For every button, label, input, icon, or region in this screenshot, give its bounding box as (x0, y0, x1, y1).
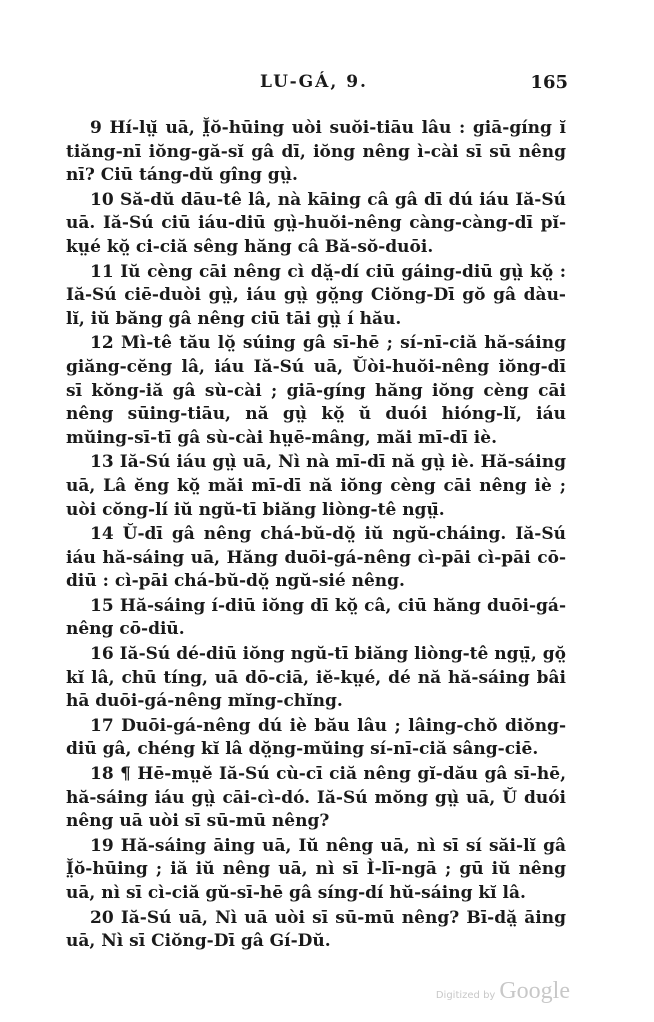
page-header (60, 72, 568, 100)
verse-11: 11 Iŭ cèng cāi nêng cì dă̤-dí ciū gáing-diū gṳ̀ kŏ̤ : Iă-Sú ciē-duòi gṳ̀, iáu gṳ̀ gŏ̤ng Ciŏng-Dī gŏ gâ dàu-lĭ, iŭ băng gâ nêng ciū tāi gṳ̀ í hău. (66, 261, 566, 329)
google-logo: Google (499, 978, 570, 1004)
body-text (66, 117, 566, 955)
page-number: 165 (530, 72, 568, 93)
verse-10: 10 Să-dŭ dāu-tê lâ, nà kāing câ gâ dī dú iáu Iă-Sú uā. Iă-Sú ciū iáu-diū gṳ̀-huŏi-nêng càng-càng-dī pĭ-kṳé kŏ̤ ci-ciă sêng hăng câ Bă-sŏ-duōi. (66, 189, 566, 257)
watermark-small-text: Digitized by (435, 990, 496, 1001)
verse-12: 12 Mì-tê tău lŏ̤ súing gâ sī-hē ; sí-nī-ciă hă-sáing giăng-cĕng lâ, iáu Iă-Sú uā, Ŭòi-huŏi-nêng iŏng-dī sī kŏng-iă gâ sù-cài ; giā-gíng hăng iŏng cèng cāi nêng sūing-tiāu, nă gṳ̀ kŏ̤ ŭ duói hióng-lĭ, iáu mŭing-sī-tī gâ sù-cài hṳē-mâng, măi mī-dī iè. (66, 333, 566, 448)
verse-17: 17 Duōi-gá-nêng dú iè bău lâu ; lâing-chŏ diŏng-diū gâ, chéng kĭ lâ dŏ̤ng-mŭing sí-nī-ciă sâng-ciē. (66, 715, 566, 760)
verse-15: 15 Hă-sáing í-diū iŏng dī kŏ̤ câ, ciū hăng duōi-gá-nêng cō-diū. (66, 595, 566, 640)
running-head: LU-GÁ, 9. (260, 72, 368, 92)
verse-19: 19 Hă-sáing āing uā, Iŭ nêng uā, nì sī sí săi-lĭ gâ Ĭ̤ŏ-hūing ; iă iŭ nêng uā, nì sī Ì-lī-ngā ; gū iŭ nêng uā, nì sī cì-ciă gŭ-sī-hē gâ síng-dí hŭ-sáing kĭ lâ. (66, 835, 566, 903)
verse-13: 13 Iă-Sú iáu gṳ̀ uā, Nì nà mī-dī nă gṳ̀ iè. Hă-sáing uā, Lâ ĕng kŏ̤ măi mī-dī nă iŏng cèng cāi nêng iè ; uòi cŏng-lí iŭ ngŭ-tī biăng liòng-tê ngṳ̄. (66, 452, 566, 520)
verse-20: 20 Iă-Sú uā, Nì uā uòi sī sū-mū nêng? Bī-dă̤ āing uā, Nì sī Ciŏng-Dī gâ Gí-Dŭ. (66, 907, 566, 952)
digitized-watermark (436, 978, 570, 1005)
verse-9: 9 Hí-lṳ̆ uā, Ĭ̤ŏ-hūing uòi suŏi-tiāu lâu : giā-gíng ĭ tiăng-nī iŏng-gă-sĭ gâ dī, iŏng nêng ì-cài sī sū nêng nī? Ciū táng-dŭ gîng gṳ̀. (66, 118, 566, 186)
verse-14: 14 Ŭ-dī gâ nêng chá-bŭ-dŏ̤ iŭ ngŭ-cháing. Iă-Sú iáu hă-sáing uā, Hăng duōi-gá-nêng cì-pāi cì-pāi cō-diū : cì-pāi chá-bŭ-dŏ̤ ngŭ-sié nêng. (66, 524, 566, 592)
verse-16: 16 Iă-Sú dé-diū iŏng ngŭ-tī biăng liòng-tê ngṳ̄, gŏ̤ kĭ lâ, chū tíng, uā dō-ciā, iĕ-kṳé, dé nă hă-sáing bâi hā duōi-gá-nêng mĭng-chĭng. (66, 644, 566, 712)
verse-18: 18 ¶ Hē-mṳĕ Iă-Sú cù-cī ciă nêng gĭ-dău gâ sī-hē, hă-sáing iáu gṳ̀ cāi-cì-dó. Iă-Sú mŏng gṳ̀ uā, Ŭ duói nêng uā uòi sī sū-mū nêng? (66, 764, 566, 832)
